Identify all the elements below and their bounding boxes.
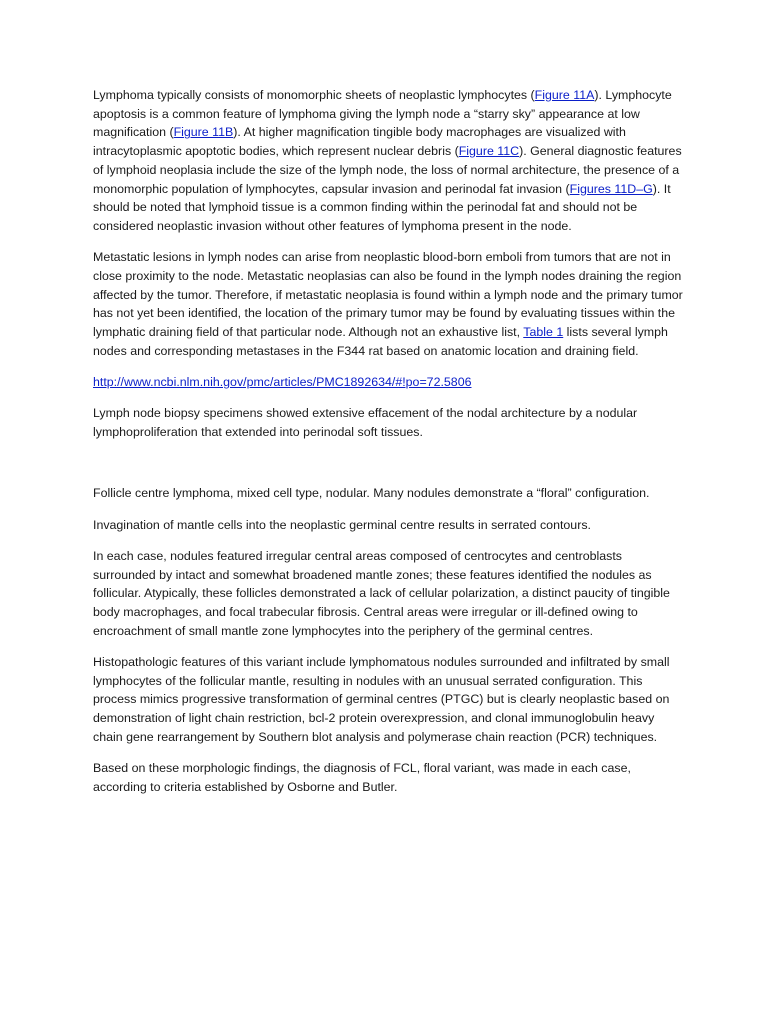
paragraph-invagination: Invagination of mantle cells into the neoplastic germinal centre results in serrated contours. [93, 517, 591, 532]
paragraph-follicle-centre: Follicle centre lymphoma, mixed cell type, nodular. Many nodules demonstrate a “floral” configuration. [93, 486, 650, 501]
text-run: ). At higher magnification tingible body macrophages are visualized with intracytoplasmic apoptotic bodies, which represent nuclear debris ( [93, 125, 626, 159]
text-run: ). It should be noted that lymphoid tissue is a common finding within the perinodal fat and should not be considered neoplastic invasion without other features of lymphoma present in the node. [93, 181, 671, 233]
link-table-1[interactable]: Table 1 [523, 324, 564, 339]
link-figure-11c[interactable]: Figure 11C [458, 144, 520, 159]
link-figures-11d-g[interactable]: Figures 11D–G [569, 181, 653, 196]
paragraph-source-url [93, 373, 683, 392]
paragraph-histopathologic: Histopathologic features of this variant include lymphomatous nodules surrounded and infiltrated by small lymphocytes of the follicular mantle, resulting in nodules with an unusual serrated configuration. This process mimics progressive transformation of germinal centres (PTGC) but is clearly neoplastic based on demonstration of light chain restriction, bcl-2 protein overexpression, and clonal immunoglobulin heavy chain gene rearrangement by Southern blot analysis and polymerase chain reaction (PCR) techniques. [93, 654, 670, 744]
link-figure-11b[interactable]: Figure 11B [173, 125, 234, 140]
text-run: lists several lymph nodes and corresponding metastases in the F344 rat based on anatomic location and draining field. [93, 324, 668, 358]
paragraph-metastatic-lesions [93, 248, 683, 360]
paragraph-diagnosis: Based on these morphologic findings, the diagnosis of FCL, floral variant, was made in each case, according to criteria established by Osborne and Butler. [93, 760, 631, 794]
text-run: Metastatic lesions in lymph nodes can arise from neoplastic blood-born emboli from tumors that are not in close proximity to the node. Metastatic neoplasias can also be found in the lymph nodes draining the region affected by the tumor. Therefore, if metastatic neoplasia is found within a lymph node and the primary tumor has not yet been identified, the location of the primary tumor may be found by evaluating tissues within the lymphatic draining field of that particular node. Although not an exhaustive list, [93, 250, 683, 339]
text-run: Lymphoma typically consists of monomorphic sheets of neoplastic lymphocytes ( [93, 88, 535, 102]
paragraph-lymphoma-features [93, 86, 683, 236]
text-run: ). Lymphocyte apoptosis is a common feature of lymphoma giving the lymph node a “starry sky” appearance at low magnification ( [93, 88, 672, 140]
link-figure-11a[interactable]: Figure 11A [534, 88, 595, 102]
paragraph-biopsy: Lymph node biopsy specimens showed extensive effacement of the nodal architecture by a nodular lymphoproliferation that extended into perinodal soft tissues. [93, 406, 638, 439]
paragraph-nodules: In each case, nodules featured irregular central areas composed of centrocytes and centroblasts surrounded by intact and somewhat broadened mantle zones; these features identified the nodules as follicular. Atypically, these follicles demonstrated a lack of cellular polarization, a distinct paucity of tingible body macrophages, and focal trabecular fibrosis. Central areas were irregular or ill-defined owing to encroachment of small mantle zone lymphocytes into the periphery of the germinal centres. [93, 548, 670, 638]
document-page [93, 86, 683, 809]
link-source-url[interactable]: http://www.ncbi.nlm.nih.gov/pmc/articles/PMC1892634/#!po=72.5806 [93, 374, 472, 389]
text-run: ). General diagnostic features of lymphoid neoplasia include the size of the lymph node, the loss of normal architecture, the presence of a monomorphic population of lymphocytes, capsular invasion and perinodal fat invasion ( [93, 144, 682, 196]
